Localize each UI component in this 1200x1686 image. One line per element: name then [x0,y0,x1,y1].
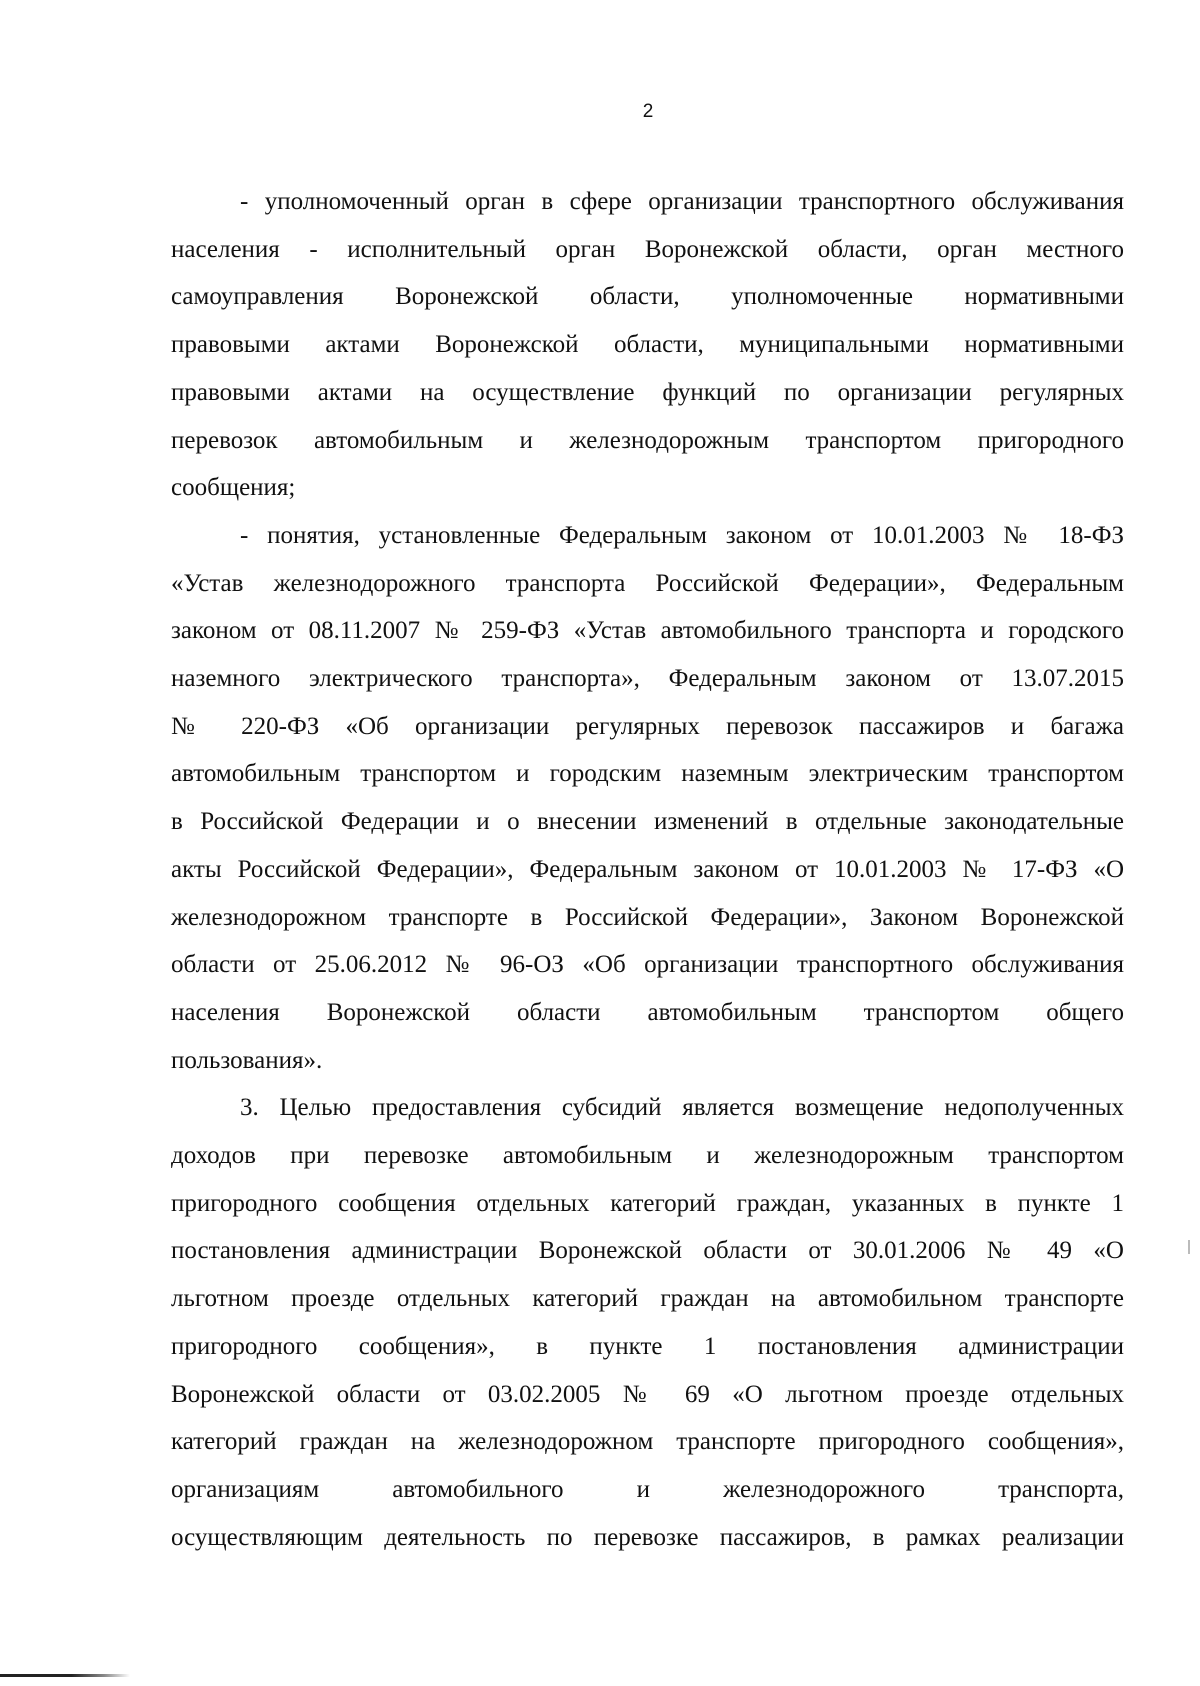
scan-margin-mark [1188,1240,1190,1254]
text-line: населения Воронежской области автомобильным транспортом общего [171,998,1124,1026]
text-line: категорий граждан на железнодорожном транспорте пригородного сообщения», [171,1428,1124,1456]
text-line: организациям автомобильного и железнодорожного транспорта, [171,1475,1124,1503]
text-line: постановления администрации Воронежской области от 30.01.2006 № 49 «О [171,1237,1124,1265]
text-line: в Российской Федерации и о внесении изменений в отдельные законодательные [171,808,1124,836]
text-line: законом от 08.11.2007 № 259-ФЗ «Устав автомобильного транспорта и городского [171,617,1124,645]
text-line: доходов при перевозке автомобильным и железнодорожным транспортом [171,1142,1124,1170]
text-line: - понятия, установленные Федеральным законом от 10.01.2003 № 18-ФЗ [240,521,1124,549]
text-line: льготном проезде отдельных категорий граждан на автомобильном транспорте [171,1285,1124,1313]
text-line: правовыми актами Воронежской области, муниципальными нормативными [171,331,1124,359]
text-line: Воронежской области от 03.02.2005 № 69 «О льготном проезде отдельных [171,1380,1124,1408]
text-line: пригородного сообщения отдельных категорий граждан, указанных в пункте 1 [171,1189,1124,1217]
paragraph-subsidy-purpose [171,1084,1124,1561]
text-line: железнодорожном транспорте в Российской Федерации», Законом Воронежской [171,903,1124,931]
footer-rule [0,1674,130,1677]
text-line: сообщения; [171,474,296,502]
document-body [171,178,1124,1561]
text-line: правовыми актами на осуществление функций по организации регулярных [171,378,1124,406]
text-line: пользования». [171,1046,323,1074]
text-line: 3. Целью предоставления субсидий является возмещение недополученных [240,1094,1124,1122]
text-line: - уполномоченный орган в сфере организации транспортного обслуживания [240,188,1124,215]
text-line: «Устав железнодорожного транспорта Российской Федерации», Федеральным [171,569,1124,597]
paragraph-authorized-body [171,178,1124,512]
text-line: перевозок автомобильным и железнодорожным транспортом пригородного [171,426,1124,454]
text-line: населения - исполнительный орган Воронежской области, орган местного [171,235,1124,263]
text-line: самоуправления Воронежской области, уполномоченные нормативными [171,283,1124,311]
paragraph-concepts [171,512,1124,1084]
text-line: автомобильным транспортом и городским наземным электрическим транспортом [171,760,1124,788]
text-line: осуществляющим деятельность по перевозке пассажиров, в рамках реализации [171,1523,1124,1551]
page-number: 2 [642,101,654,122]
text-line: пригородного сообщения», в пункте 1 постановления администрации [171,1332,1124,1360]
text-line: № 220-ФЗ «Об организации регулярных перевозок пассажиров и багажа [171,712,1124,740]
text-line: области от 25.06.2012 № 96-ОЗ «Об организации транспортного обслуживания [171,951,1124,979]
text-line: акты Российской Федерации», Федеральным законом от 10.01.2003 № 17-ФЗ «О [171,855,1124,883]
text-line: наземного электрического транспорта», Федеральным законом от 13.07.2015 [171,665,1124,693]
